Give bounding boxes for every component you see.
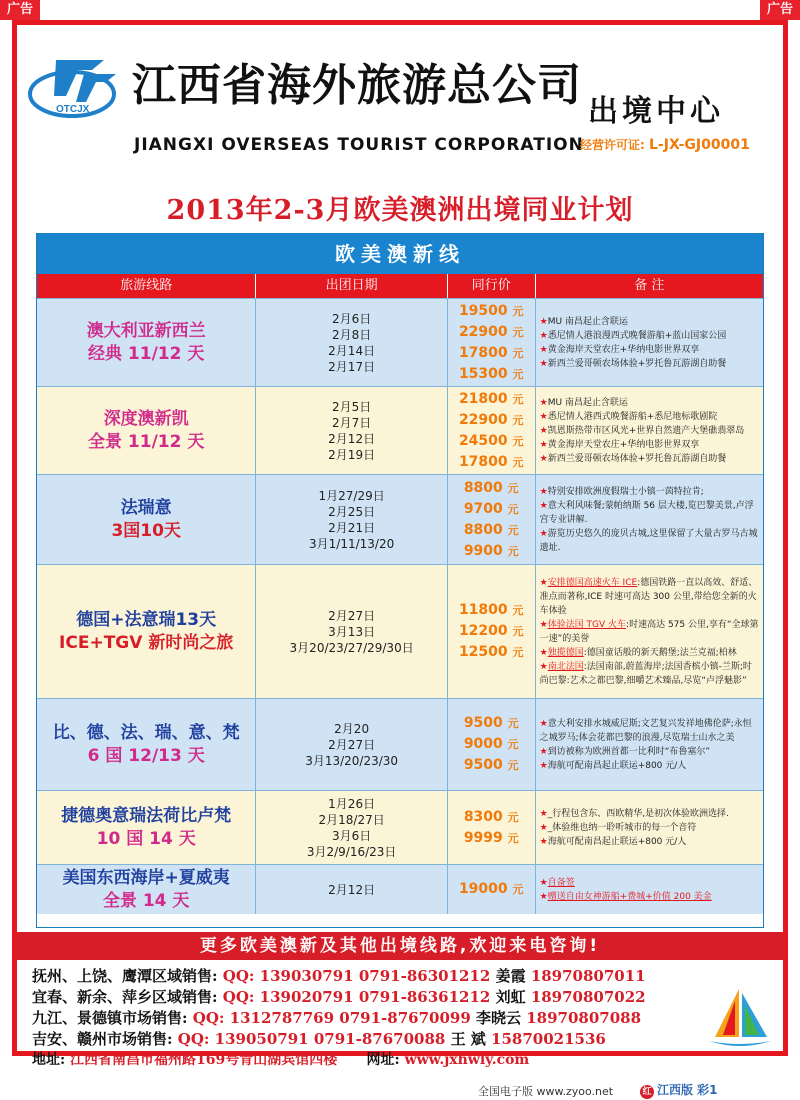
price-amount: 22900 <box>458 411 508 428</box>
price-amount: 22900 <box>458 323 508 340</box>
note-highlight: 南北法国 <box>547 661 584 672</box>
notes-cell <box>536 565 763 698</box>
note-item <box>540 410 759 424</box>
route-cell <box>37 791 256 864</box>
license-label: 经营许可证: <box>580 138 645 152</box>
contact-line <box>32 987 762 1008</box>
star-icon: ★ <box>539 822 548 833</box>
note-item <box>540 835 759 849</box>
company-name-en: JIANGXI OVERSEAS TOURIST CORPORATION <box>134 135 584 155</box>
price-amount: 17800 <box>458 453 508 470</box>
price-unit: 元 <box>512 625 524 638</box>
contact-qq: QQ: 1312787769 <box>192 1009 335 1027</box>
header-dates: 出团日期 <box>256 274 447 298</box>
price-unit: 元 <box>507 502 519 516</box>
star-icon: ★ <box>539 718 548 729</box>
price-unit: 元 <box>507 738 519 751</box>
star-icon: ★ <box>539 453 548 464</box>
departure-date: 2月5日 <box>331 399 372 414</box>
website-label: 网址: <box>366 1052 400 1068</box>
note-text: 意大利风味餐;蒙帕纳斯 56 层大楼,览巴黎美景,卢浮宫专业讲解. <box>539 500 754 525</box>
price-value <box>459 322 524 343</box>
contact-region: 吉安、赣州市场销售: <box>32 1030 173 1048</box>
dates-cell <box>256 387 447 474</box>
contact-phone: 0791-86301212 <box>358 967 491 985</box>
departure-date: 2月17日 <box>328 359 376 374</box>
price-amount: 11800 <box>458 602 508 618</box>
departure-date: 3月2/9/16/23日 <box>306 844 397 859</box>
department-title: 出境中心 <box>588 94 724 129</box>
ad-tag-right: 广告 <box>760 0 800 20</box>
departure-date: 2月21日 <box>328 520 376 535</box>
price-amount: 9000 <box>463 736 503 752</box>
price-unit: 元 <box>507 759 519 772</box>
note-text: :德国铁路一直以高效、舒适、准点而著称,ICE 时速可高达 300 公里,带给您全新的火车体验 <box>539 577 758 616</box>
star-icon: ★ <box>539 808 548 819</box>
star-icon: ★ <box>539 836 548 847</box>
note-item <box>540 485 759 499</box>
price-unit: 元 <box>507 523 519 537</box>
star-icon: ★ <box>539 891 548 902</box>
contact-mobile: 18970807088 <box>526 1009 642 1027</box>
star-icon: ★ <box>539 746 548 757</box>
price-value <box>459 301 524 322</box>
price-unit: 元 <box>507 717 519 730</box>
star-icon: ★ <box>539 760 548 771</box>
contact-line <box>32 1008 762 1029</box>
consult-banner: 更多欧美澳新及其他出境线路,欢迎来电咨询! <box>17 932 783 960</box>
price-unit: 元 <box>512 604 524 617</box>
route-name: 比、德、法、瑞、意、梵 <box>52 722 240 743</box>
price-value <box>464 734 519 755</box>
contact-person: 姜霞 <box>495 967 526 985</box>
price-value <box>464 499 519 520</box>
departure-date: 3月13日 <box>328 624 376 639</box>
price-value <box>459 364 524 385</box>
note-text: :时速高达 575 公里,享有“全球第一速”的美誉 <box>539 619 759 644</box>
note-text: 特别安排欧洲度假瑞士小镇一茵特拉肯; <box>547 486 704 497</box>
price-value <box>464 807 519 828</box>
route-name: 德国+法意瑞13天 <box>76 609 217 630</box>
route-cell <box>37 299 256 386</box>
star-icon: ★ <box>539 619 548 630</box>
address-label: 地址: <box>32 1052 66 1068</box>
table-row <box>37 790 763 864</box>
price-value <box>459 642 524 663</box>
note-highlight: 安排德国高速火车 ICE <box>547 577 638 588</box>
price-amount: 8800 <box>463 479 503 496</box>
dates-cell <box>256 475 447 564</box>
star-icon: ★ <box>539 411 548 422</box>
table-row <box>37 386 763 474</box>
star-icon: ★ <box>539 877 548 888</box>
price-amount: 9700 <box>463 500 503 517</box>
table-row <box>37 698 763 790</box>
price-amount: 19000 <box>458 881 508 897</box>
route-cell <box>37 699 256 790</box>
note-text: 海航可配南昌起止联运+800 元/人 <box>547 836 687 847</box>
price-cell <box>448 387 536 474</box>
price-cell <box>448 699 536 790</box>
table-banner: 欧美澳新线 <box>37 234 763 274</box>
departure-date: 3月1/11/13/20 <box>309 536 395 551</box>
price-value <box>459 452 524 473</box>
contact-region: 宜春、新余、萍乡区域销售: <box>32 988 218 1006</box>
ad-tag-left: 广告 <box>0 0 40 20</box>
plan-title: 2013年2-3月欧美澳洲出境同业计划 <box>166 195 634 226</box>
departure-date: 1月26日 <box>328 796 376 811</box>
star-icon: ★ <box>539 330 548 341</box>
note-item <box>540 759 759 773</box>
contact-person: 王 斌 <box>450 1030 486 1048</box>
dates-cell <box>256 299 447 386</box>
route-name: 捷德奥意瑞法荷比卢梵 <box>61 805 232 826</box>
contact-mobile: 18970807022 <box>530 988 646 1006</box>
price-unit: 元 <box>512 392 524 406</box>
note-text: 海航可配南昌起止联运+800 元/人 <box>547 760 687 771</box>
note-text: 意大利安排水城威尼斯;文艺复兴发祥地佛伦萨;永恒之城罗马;体会花都巴黎的浪漫,尽览瑞士山水之美 <box>539 718 752 743</box>
price-value <box>464 828 519 849</box>
note-highlight: 独揽德国 <box>547 647 584 658</box>
route-duration: 3国10天 <box>111 520 181 541</box>
dates-cell <box>256 791 447 864</box>
table-row <box>37 474 763 564</box>
departure-date: 2月25日 <box>328 504 376 519</box>
address-text: 江西省南昌市福州路169号青山湖宾馆四楼 <box>70 1052 338 1068</box>
dates-cell <box>256 699 447 790</box>
price-value <box>464 541 519 562</box>
price-amount: 9500 <box>463 715 503 731</box>
price-value <box>464 713 519 734</box>
logo-text: OTCJX <box>56 104 90 115</box>
note-item <box>540 717 759 745</box>
header-route: 旅游线路 <box>37 274 256 298</box>
departure-date: 1月27/29日 <box>318 488 385 503</box>
price-amount: 8300 <box>463 808 503 825</box>
notes-cell <box>536 699 763 790</box>
note-text: _行程包含东、西欧精华,是初次体验欧洲选择. <box>547 808 729 819</box>
note-text: MU 南昌起止含联运 <box>547 316 628 327</box>
note-item <box>540 424 759 438</box>
route-duration: 经典 11/12 天 <box>88 343 205 364</box>
note-text: 游览历史悠久的庞贝古城,这里保留了大量古罗马古城遗址. <box>539 528 758 553</box>
departure-date: 3月20/23/27/29/30日 <box>289 640 414 655</box>
note-item <box>540 357 759 371</box>
license-number: L-JX-GJ00001 <box>649 137 750 153</box>
license <box>580 136 750 153</box>
edition-label: 江西版 彩1 <box>657 1083 718 1097</box>
notes-cell <box>536 865 763 914</box>
price-cell <box>448 865 536 914</box>
price-unit: 元 <box>507 544 519 558</box>
contact-phone: 0791-87670088 <box>313 1030 446 1048</box>
price-amount: 15300 <box>458 365 508 382</box>
route-table <box>36 233 764 928</box>
route-name: 深度澳新凯 <box>103 408 189 429</box>
note-text: 到访被称为欧洲首都一比利时“布鲁塞尔” <box>547 746 711 757</box>
note-text: 凯恩斯热带市区风光+世界自然遗产大堡礁翡翠岛 <box>547 425 745 436</box>
price-unit: 元 <box>512 346 524 360</box>
note-item <box>540 315 759 329</box>
price-amount: 9999 <box>463 829 503 846</box>
dates-cell <box>256 565 447 698</box>
contact-qq: QQ: 139050791 <box>177 1030 309 1048</box>
star-icon: ★ <box>539 661 548 672</box>
departure-date: 2月27日 <box>328 737 376 752</box>
star-icon: ★ <box>539 358 548 369</box>
note-item <box>540 527 759 555</box>
notes-cell <box>536 791 763 864</box>
note-item <box>540 745 759 759</box>
price-value <box>459 343 524 364</box>
star-icon: ★ <box>539 397 548 408</box>
website-link[interactable]: www.jxhwly.com <box>404 1052 530 1068</box>
price-value <box>459 600 524 621</box>
note-item <box>540 876 759 890</box>
note-highlight: 自备签 <box>547 877 575 888</box>
departure-date: 2月6日 <box>331 311 372 326</box>
table-row <box>37 864 763 914</box>
route-duration: ICE+TGV 新时尚之旅 <box>59 632 234 653</box>
star-icon: ★ <box>539 439 548 450</box>
note-item <box>540 890 759 904</box>
route-duration: 全景 11/12 天 <box>88 431 205 452</box>
star-icon: ★ <box>539 425 548 436</box>
star-icon: ★ <box>539 500 548 511</box>
star-icon: ★ <box>539 647 548 658</box>
note-item <box>540 438 759 452</box>
note-item <box>540 499 759 527</box>
table-row <box>37 564 763 698</box>
departure-date: 2月12日 <box>328 882 376 897</box>
notes-cell <box>536 387 763 474</box>
note-text: 悉尼情人港西式晚餐游船+悉尼地标歌剧院 <box>547 411 718 422</box>
note-text: :德国童话般的新天鹅堡;法兰克福;柏林 <box>583 647 737 658</box>
note-item <box>540 329 759 343</box>
contact-person: 李晓云 <box>476 1009 522 1027</box>
price-amount: 19500 <box>458 302 508 319</box>
departure-date: 3月13/20/23/30 <box>305 753 399 768</box>
company-logo <box>26 52 124 122</box>
star-icon: ★ <box>539 344 548 355</box>
note-item <box>540 821 759 835</box>
route-cell <box>37 475 256 564</box>
departure-date: 2月14日 <box>328 343 376 358</box>
note-item <box>540 660 759 688</box>
departure-date: 3月6日 <box>331 828 372 843</box>
note-item <box>540 646 759 660</box>
price-unit: 元 <box>512 304 524 318</box>
contact-line <box>32 966 762 987</box>
departure-date: 2月12日 <box>328 431 376 446</box>
note-item <box>540 452 759 466</box>
price-amount: 24500 <box>458 432 508 449</box>
departure-date: 2月20 <box>334 721 370 736</box>
header-price: 同行价 <box>448 274 536 298</box>
route-duration: 全景 14 天 <box>102 890 190 911</box>
contact-region: 抚州、上饶、鹰潭区域销售: <box>32 967 218 985</box>
note-item <box>540 576 759 618</box>
note-text: 新西兰爱哥顿农场体验+罗托鲁瓦游湖自助餐 <box>547 453 727 464</box>
price-value <box>464 755 519 776</box>
price-cell <box>448 565 536 698</box>
contact-mobile: 15870021536 <box>491 1030 606 1048</box>
table-header <box>37 274 763 298</box>
star-icon: ★ <box>539 577 548 588</box>
note-highlight: 赠送自由女神游船+费城+价值 200 美金 <box>547 891 712 902</box>
price-amount: 12200 <box>458 623 508 639</box>
route-cell <box>37 387 256 474</box>
contact-phone: 0791-86361212 <box>358 988 491 1006</box>
notes-cell <box>536 475 763 564</box>
route-name: 美国东西海岸+夏威夷 <box>62 867 230 888</box>
price-amount: 17800 <box>458 344 508 361</box>
price-value <box>459 389 524 410</box>
price-value <box>459 410 524 431</box>
footer-edition <box>640 1081 718 1099</box>
note-text: _体验维也纳一聆听城市的每一个音符 <box>547 822 697 833</box>
address-line <box>32 1050 762 1070</box>
note-item <box>540 396 759 410</box>
contact-region: 九江、景德镇市场销售: <box>32 1009 188 1027</box>
price-unit: 元 <box>512 646 524 659</box>
company-name-cn: 江西省海外旅游总公司 <box>132 60 582 111</box>
price-amount: 21800 <box>458 390 508 407</box>
contact-line <box>32 1029 762 1050</box>
contact-phone: 0791-87670099 <box>339 1009 471 1027</box>
note-item <box>540 618 759 646</box>
contact-qq: QQ: 139020791 <box>222 988 354 1006</box>
contact-list <box>32 966 762 1070</box>
note-text: 悉尼情人港浪漫西式晚餐游船+蓝山国家公园 <box>547 330 727 341</box>
dates-cell <box>256 865 447 914</box>
sail-graphic <box>705 985 775 1051</box>
star-icon: ★ <box>539 486 548 497</box>
price-unit: 元 <box>512 455 524 469</box>
note-text: 新西兰爱哥顿农场体验+罗托鲁瓦游湖自助餐 <box>547 358 727 369</box>
price-unit: 元 <box>507 810 519 824</box>
page-footer <box>0 1080 800 1100</box>
star-icon: ★ <box>539 316 548 327</box>
price-unit: 元 <box>512 325 524 339</box>
star-icon: ★ <box>539 528 548 539</box>
edition-badge: 红 <box>640 1085 654 1099</box>
departure-date: 2月27日 <box>328 608 376 623</box>
price-unit: 元 <box>512 413 524 427</box>
table-row <box>37 298 763 386</box>
price-amount: 12500 <box>458 644 508 660</box>
footer-site[interactable]: 全国电子版 www.zyoo.net <box>478 1085 614 1098</box>
note-text: 黄金海岸天堂农庄+华纳电影世界双享 <box>547 344 700 355</box>
price-unit: 元 <box>507 481 519 495</box>
price-value <box>459 879 524 900</box>
price-value <box>459 621 524 642</box>
note-item <box>540 807 759 821</box>
price-unit: 元 <box>512 367 524 381</box>
route-duration: 6 国 12/13 天 <box>87 745 205 766</box>
route-cell <box>37 865 256 914</box>
price-unit: 元 <box>507 831 519 845</box>
price-cell <box>448 475 536 564</box>
note-text: 黄金海岸天堂农庄+华纳电影世界双享 <box>547 439 700 450</box>
table-body <box>37 298 763 914</box>
header-notes: 备 注 <box>634 278 665 293</box>
route-cell <box>37 565 256 698</box>
route-duration: 10 国 14 天 <box>96 828 196 849</box>
departure-date: 2月8日 <box>331 327 372 342</box>
note-item <box>540 343 759 357</box>
contact-qq: QQ: 139030791 <box>222 967 354 985</box>
price-value <box>459 431 524 452</box>
contact-mobile: 18970807011 <box>530 967 646 985</box>
price-amount: 9500 <box>463 757 503 773</box>
price-amount: 8800 <box>463 521 503 538</box>
price-value <box>464 520 519 541</box>
note-text: :法国南部,蔚蓝海岸;法国香槟小镇-兰斯;时尚巴黎:艺术之都巴黎,细嚼艺术臻品,尽览“卢浮魅影” <box>539 661 752 686</box>
price-cell <box>448 299 536 386</box>
price-cell <box>448 791 536 864</box>
departure-date: 2月18/27日 <box>318 812 385 827</box>
route-name: 法瑞意 <box>120 497 172 518</box>
price-value <box>464 478 519 499</box>
notes-cell <box>536 299 763 386</box>
route-name: 澳大利亚新西兰 <box>86 320 206 341</box>
price-unit: 元 <box>512 883 524 896</box>
note-highlight: 体验法国 TGV 火车 <box>547 619 627 630</box>
contact-person: 刘虹 <box>495 988 526 1006</box>
note-text: MU 南昌起止含联运 <box>547 397 628 408</box>
price-unit: 元 <box>512 434 524 448</box>
departure-date: 2月7日 <box>331 415 372 430</box>
departure-date: 2月19日 <box>328 447 376 462</box>
price-amount: 9900 <box>463 542 503 559</box>
